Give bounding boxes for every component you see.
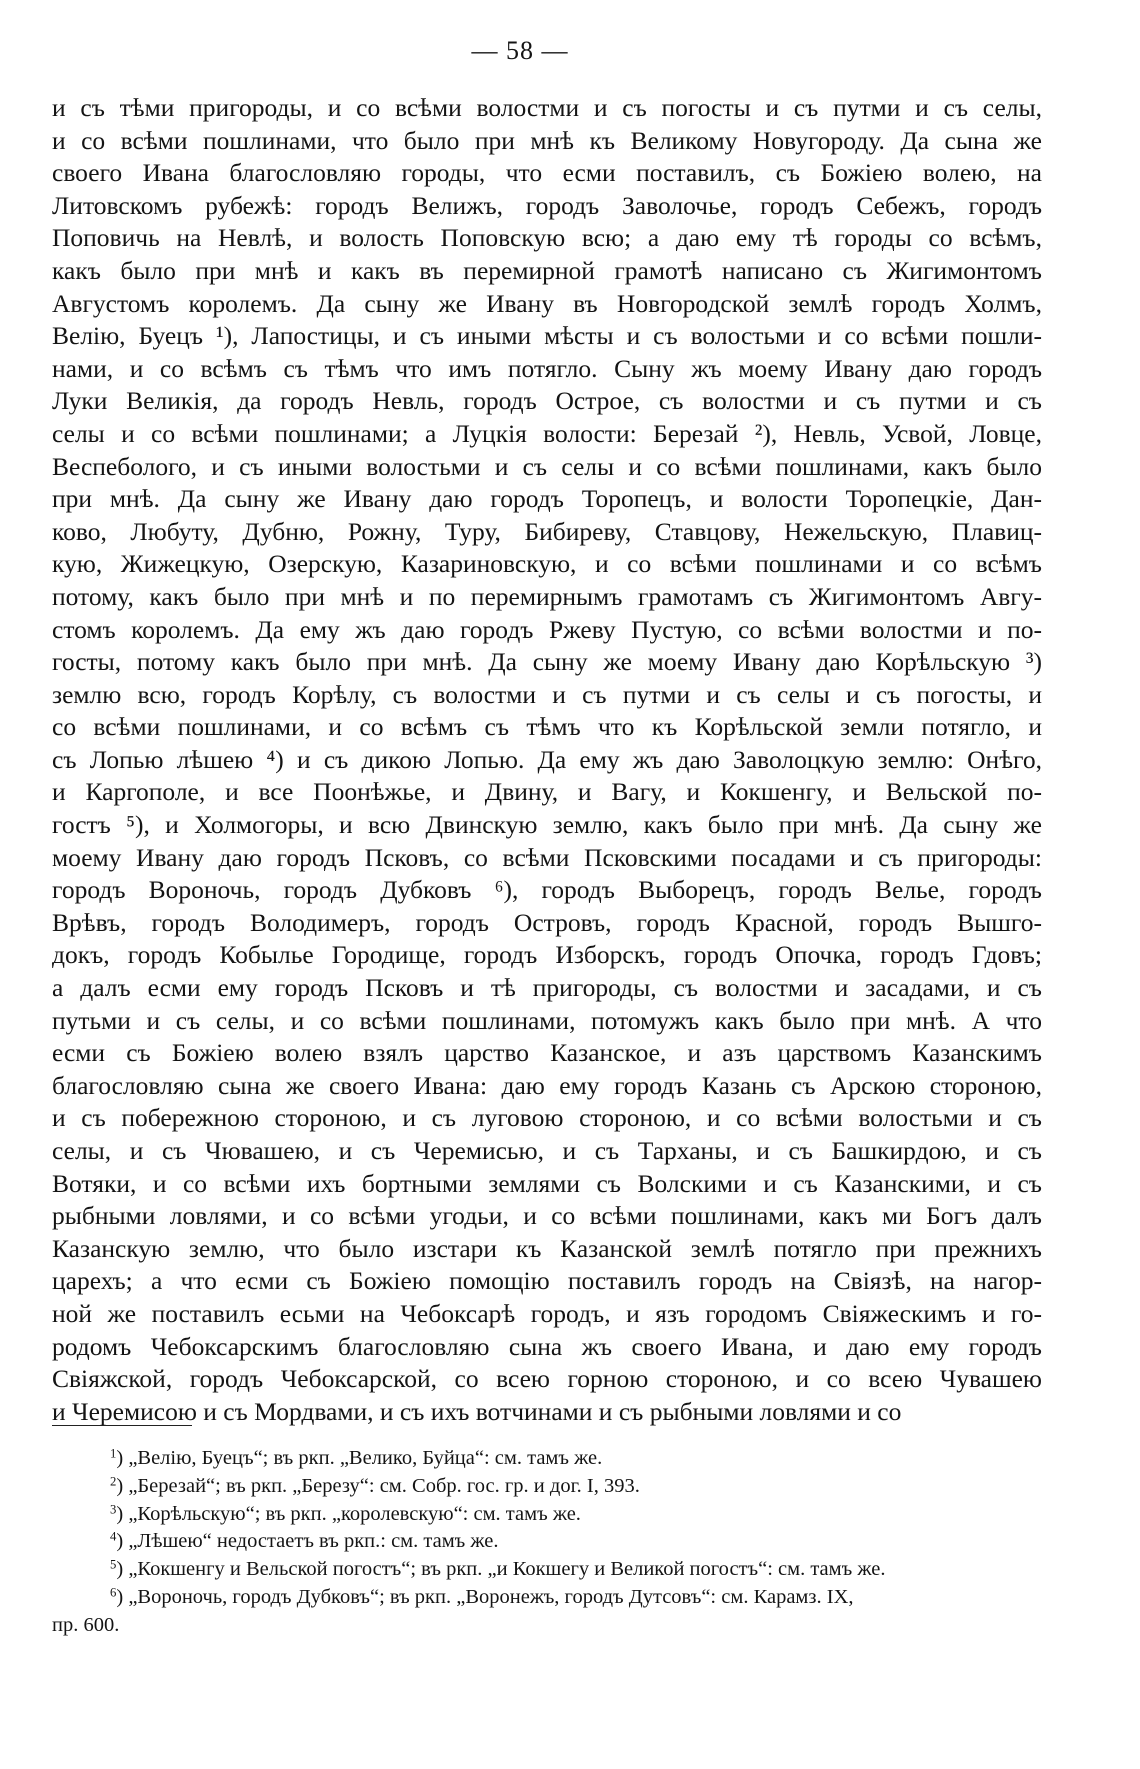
text-line: при мнѣ. Да сыну же Ивану даю городъ Торопецъ, и волости Торопецкіе, Дан- — [52, 484, 1042, 514]
footnote — [52, 1445, 1042, 1473]
footnote — [52, 1556, 1042, 1584]
text-line: со всѣми пошлинами, и со всѣмъ съ тѣмъ что къ Корѣльской земли потягло, и — [52, 712, 1042, 742]
footnote-paren: ) — [116, 1447, 129, 1469]
text-line: Литовскомъ рубежѣ: городъ Велижъ, городъ Заволочье, городъ Себежъ, городъ — [52, 190, 1042, 220]
text-line: докъ, городъ Кобылье Городище, городъ Изборскъ, городъ Опочка, городъ Гдовъ; — [52, 940, 1042, 970]
text-line: и Каргополе, и все Поонѣжье, и Двину, и Вагу, и Кокшенгу, и Вельской по- — [52, 777, 1042, 807]
footnote-text: „Велію, Буецъ“; въ ркп. „Велико, Буйца“: см. тамъ же. — [128, 1447, 603, 1469]
text-line: какъ было при мнѣ и какъ въ перемирной грамотѣ написано съ Жигимонтомъ — [52, 255, 1042, 285]
text-line: и Черемисою и съ Мордвами, и съ ихъ вотчинами и съ рыбными ловлями и со — [52, 1396, 902, 1426]
text-line: нами, и со всѣмъ съ тѣмъ что имъ потягло. Сыну жъ моему Ивану даю городъ — [52, 353, 1042, 383]
text-line: ково, Любуту, Дубню, Рожну, Туру, Бибиреву, Ставцову, Нежельскую, Плавиц- — [52, 516, 1042, 546]
footnote-text: „Лѣшею“ недостаетъ въ ркп.: см. тамъ же. — [128, 1530, 499, 1553]
text-line: и съ побережною стороною, и съ луговою стороною, и со всѣми волостьми и съ — [52, 1103, 1042, 1133]
text-line: Свіяжской, городъ Чебоксарской, со всею горною стороною, и со всею Чувашею — [52, 1364, 1042, 1394]
footnote-paren: ) — [116, 1530, 129, 1553]
footnotes — [52, 1445, 1042, 1640]
footnote — [52, 1584, 1042, 1612]
text-line: Веспеболого, и съ иными волостьми и съ селы и со всѣми пошлинами, какъ было — [52, 451, 1042, 481]
text-line: своего Ивана благословляю городы, что есми поставилъ, съ Божіею волею, на — [52, 158, 1042, 188]
text-line: гостъ ⁵), и Холмогоры, и всю Двинскую землю, какъ было при мнѣ. Да сыну же — [52, 810, 1042, 840]
footnote-divider — [52, 1425, 192, 1426]
text-line: Поповичь на Невлѣ, и волость Поповскую всю; а даю ему тѣ городы со всѣмъ, — [52, 223, 1042, 253]
text-line: ной же поставилъ есьми на Чебоксарѣ городъ, и язъ городомъ Свіяжескимъ и го- — [52, 1298, 1042, 1328]
text-line: а далъ есми ему городъ Псковъ и тѣ пригороды, съ волостми и засадами, и съ — [52, 973, 1042, 1003]
footnote-mark: 4 — [110, 1530, 117, 1545]
page-number: — 58 — — [471, 36, 569, 65]
footnote — [52, 1473, 1042, 1501]
text-line: Врѣвъ, городъ Володимеръ, городъ Островъ, городъ Красной, городъ Вышго- — [52, 907, 1042, 937]
text-line: Велію, Буецъ ¹), Лапостицы, и съ иными мѣсты и съ волостьми и со всѣми пошли- — [52, 321, 1042, 351]
text-line: есми съ Божіею волею взялъ царство Казанское, и азъ царствомъ Казанскимъ — [52, 1038, 1042, 1068]
text-line: кую, Жижецкую, Озерскую, Казариновскую, и со всѣми пошлинами и со всѣмъ — [52, 549, 1042, 579]
text-line: Августомъ королемъ. Да сыну же Ивану въ Новгородской землѣ городъ Холмъ, — [52, 288, 1042, 318]
footnote-text: „Кокшенгу и Вельской погостъ“; въ ркп. „и Кокшегу и Великой погостъ“: см. тамъ же. — [128, 1558, 886, 1581]
text-line: стомъ королемъ. Да ему жъ даю городъ Ржеву Пустую, со всѣми волостми и по- — [52, 614, 1042, 644]
text-line: Вотяки, и со всѣми ихъ бортными землями съ Волскими и съ Казанскими, и съ — [52, 1168, 1042, 1198]
body-text — [52, 92, 1042, 1428]
footnote-paren: ) — [116, 1558, 129, 1581]
footnote-text: „Вороночь, городъ Дубковъ“; въ ркп. „Воронежъ, городъ Дутсовъ“: см. Карамз. IX, — [128, 1585, 854, 1608]
text-line: и съ тѣми пригороды, и со всѣми волостми и съ погосты и съ путми и съ селы, — [52, 93, 1042, 122]
text-line: рыбными ловлями, и со всѣми угодьи, и со всѣми пошлинами, какъ ми Богъ далъ — [52, 1201, 1042, 1231]
text-line: царехъ; а что есми съ Божіею помощію поставилъ городъ на Свіязѣ, на нагор- — [52, 1266, 1042, 1296]
footnote-mark: 1 — [110, 1446, 117, 1461]
text-line: селы и со всѣми пошлинами; а Луцкія волости: Березай ²), Невль, Усвой, Ловце, — [52, 418, 1042, 448]
footnote-paren: ) — [116, 1474, 129, 1497]
text-line: благословляю сына же своего Ивана: даю ему городъ Казань съ Арскою стороною, — [52, 1070, 1042, 1100]
text-line: и со всѣми пошлинами, что было при мнѣ къ Великому Новугороду. Да сына же — [52, 125, 1042, 155]
footnote-mark: 2 — [110, 1474, 117, 1489]
text-line: госты, потому какъ было при мнѣ. Да сыну же моему Ивану даю Корѣльскую ³) — [52, 647, 1042, 677]
footnote-mark: 6 — [110, 1585, 117, 1600]
text-line: потому, какъ было при мнѣ и по перемирнымъ грамотамъ съ Жигимонтомъ Авгу- — [52, 581, 1042, 611]
text-line: Луки Великія, да городъ Невль, городъ Острое, съ волостми и съ путми и съ — [52, 386, 1042, 416]
footnote — [52, 1501, 1042, 1529]
text-line: путьми и съ селы, и со всѣми пошлинами, потомужъ какъ было при мнѣ. А что — [52, 1005, 1042, 1035]
text-line: съ Лопью лѣшею ⁴) и съ дикою Лопью. Да ему жъ даю Заволоцкую землю: Онѣго, — [52, 744, 1042, 774]
footnote-text: „Корѣльскую“; въ ркп. „королевскую“: см. тамъ же. — [128, 1502, 581, 1525]
footnote-continuation: пр. 600. — [52, 1613, 120, 1636]
footnote-paren: ) — [116, 1585, 129, 1608]
footnote-mark: 5 — [110, 1557, 117, 1572]
text-line: Казанскую землю, что было изстари къ Казанской землѣ потягло при прежнихъ — [52, 1233, 1042, 1263]
text-line: селы, и съ Чювашею, и съ Черемисью, и съ Тарханы, и съ Башкирдою, и съ — [52, 1136, 1042, 1165]
footnote — [52, 1528, 1042, 1556]
text-line: родомъ Чебоксарскимъ благословляю сына жъ своего Ивана, и даю ему городъ — [52, 1331, 1042, 1361]
footnote-paren: ) — [116, 1502, 129, 1525]
footnote-mark: 3 — [110, 1502, 117, 1517]
text-line: моему Ивану даю городъ Псковъ, со всѣми Псковскими посадами и съ пригороды: — [52, 842, 1042, 872]
text-line: землю всю, городъ Корѣлу, съ волостми и съ путми и съ селы и съ погосты, и — [52, 679, 1042, 709]
footnote-text: „Березай“; въ ркп. „Березу“: см. Собр. гос. гр. и дог. I, 393. — [128, 1474, 640, 1497]
text-line: городъ Вороночь, городъ Дубковъ ⁶), городъ Выборецъ, городъ Велье, городъ — [52, 875, 1042, 905]
